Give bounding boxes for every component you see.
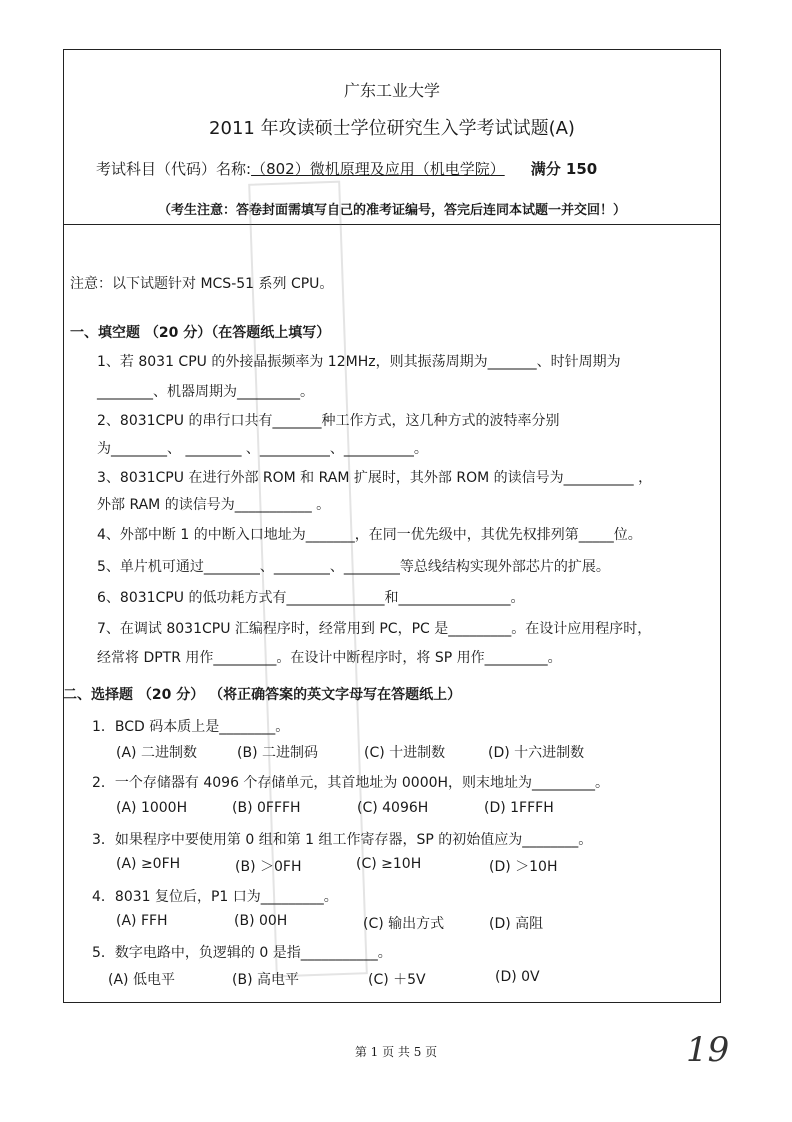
- subject-name: （802）微机原理及应用（机电学院）: [251, 160, 505, 178]
- choice-option: (A) FFH: [116, 913, 168, 929]
- choice-option: (D) ＞10H: [489, 859, 558, 875]
- choice-option: (B) 高电平: [232, 972, 299, 988]
- choice-option: (C) 4096H: [357, 800, 429, 816]
- choice-question: 2．一个存储器有 4096 个存储单元，其首地址为 0000H，则末地址为_________。: [92, 775, 610, 791]
- fill-line: 1、若 8031 CPU 的外接晶振频率为 12MHz，则其振荡周期为_______、时针周期为: [97, 354, 621, 370]
- choice-question: 3．如果程序中要使用第 0 组和第 1 组工作寄存器，SP 的初始值应为________。: [92, 832, 593, 848]
- choice-option: (A) 二进制数: [116, 745, 197, 761]
- choice-option: (B) ＞0FH: [235, 859, 302, 875]
- choice-option: (A) 低电平: [108, 972, 175, 988]
- choice-option: (B) 二进制码: [237, 745, 318, 761]
- choice-option: (D) 高阻: [489, 916, 544, 932]
- choice-option: (D) 0V: [495, 969, 540, 985]
- choice-option: (C) ≥10H: [356, 856, 422, 872]
- fill-line: 7、在调试 8031CPU 汇编程序时，经常用到 PC，PC 是_________。在设计应用程序时，: [97, 621, 652, 637]
- exam-title: 2011 年攻读硕士学位研究生入学考试试题(A): [209, 118, 575, 139]
- fill-line: 3、8031CPU 在进行外部 ROM 和 RAM 扩展时，其外部 ROM 的读信号为__________ ，: [97, 470, 653, 486]
- choice-option: (D) 十六进制数: [488, 745, 585, 761]
- fill-line: 为________、 ________ 、__________、__________。: [97, 441, 428, 457]
- subject-line: [96, 158, 597, 179]
- candidate-notice: （考生注意：答卷封面需填写自己的准考证编号，答完后连同本试题一并交回！）: [157, 203, 626, 218]
- choice-option: (C) ＋5V: [368, 972, 426, 988]
- handwritten-number: 19: [686, 1030, 730, 1070]
- fill-line: 经常将 DPTR 用作_________。在设计中断程序时，将 SP 用作_________。: [97, 650, 562, 666]
- choice-question: 5．数字电路中，负逻辑的 0 是指___________。: [92, 945, 392, 961]
- section1-title: 一、填空题 （20 分）（在答题纸上填写）: [70, 325, 331, 341]
- choice-question: 4．8031 复位后，P1 口为_________。: [92, 889, 338, 905]
- fill-line: 4、外部中断 1 的中断入口地址为_______，在同一优先级中，其优先权排列第_____位。: [97, 527, 642, 543]
- choice-question: 1．BCD 码本质上是________。: [92, 719, 290, 735]
- choice-option: (C) 输出方式: [363, 916, 445, 932]
- choice-option: (A) 1000H: [116, 800, 188, 816]
- choice-option: (B) 00H: [234, 913, 288, 929]
- choice-option: (A) ≥0FH: [116, 856, 181, 872]
- choice-option: (D) 1FFFH: [484, 800, 554, 816]
- subject-label: 考试科目（代码）名称:: [96, 160, 252, 178]
- fill-line: 外部 RAM 的读信号为___________ 。: [97, 497, 331, 513]
- fill-line: 6、8031CPU 的低功耗方式有______________和________________。: [97, 590, 525, 606]
- intro-note: 注意：以下试题针对 MCS-51 系列 CPU。: [70, 276, 334, 292]
- section2-title: 二、选择题 （20 分） （将正确答案的英文字母写在答题纸上）: [63, 687, 462, 703]
- choice-option: (C) 十进制数: [364, 745, 446, 761]
- fill-line: 5、单片机可通过________、________、________等总线结构实现外部芯片的扩展。: [97, 559, 610, 575]
- fill-line: 2、8031CPU 的串行口共有_______种工作方式，这几种方式的波特率分别: [97, 413, 560, 429]
- choice-option: (B) 0FFFH: [232, 800, 301, 816]
- header-divider: [64, 224, 720, 225]
- fill-line: ________、机器周期为_________。: [97, 384, 314, 400]
- university-name: 广东工业大学: [343, 81, 440, 100]
- page-number: 第 1 页 共 5 页: [354, 1045, 438, 1059]
- full-score: 满分 150: [530, 160, 598, 178]
